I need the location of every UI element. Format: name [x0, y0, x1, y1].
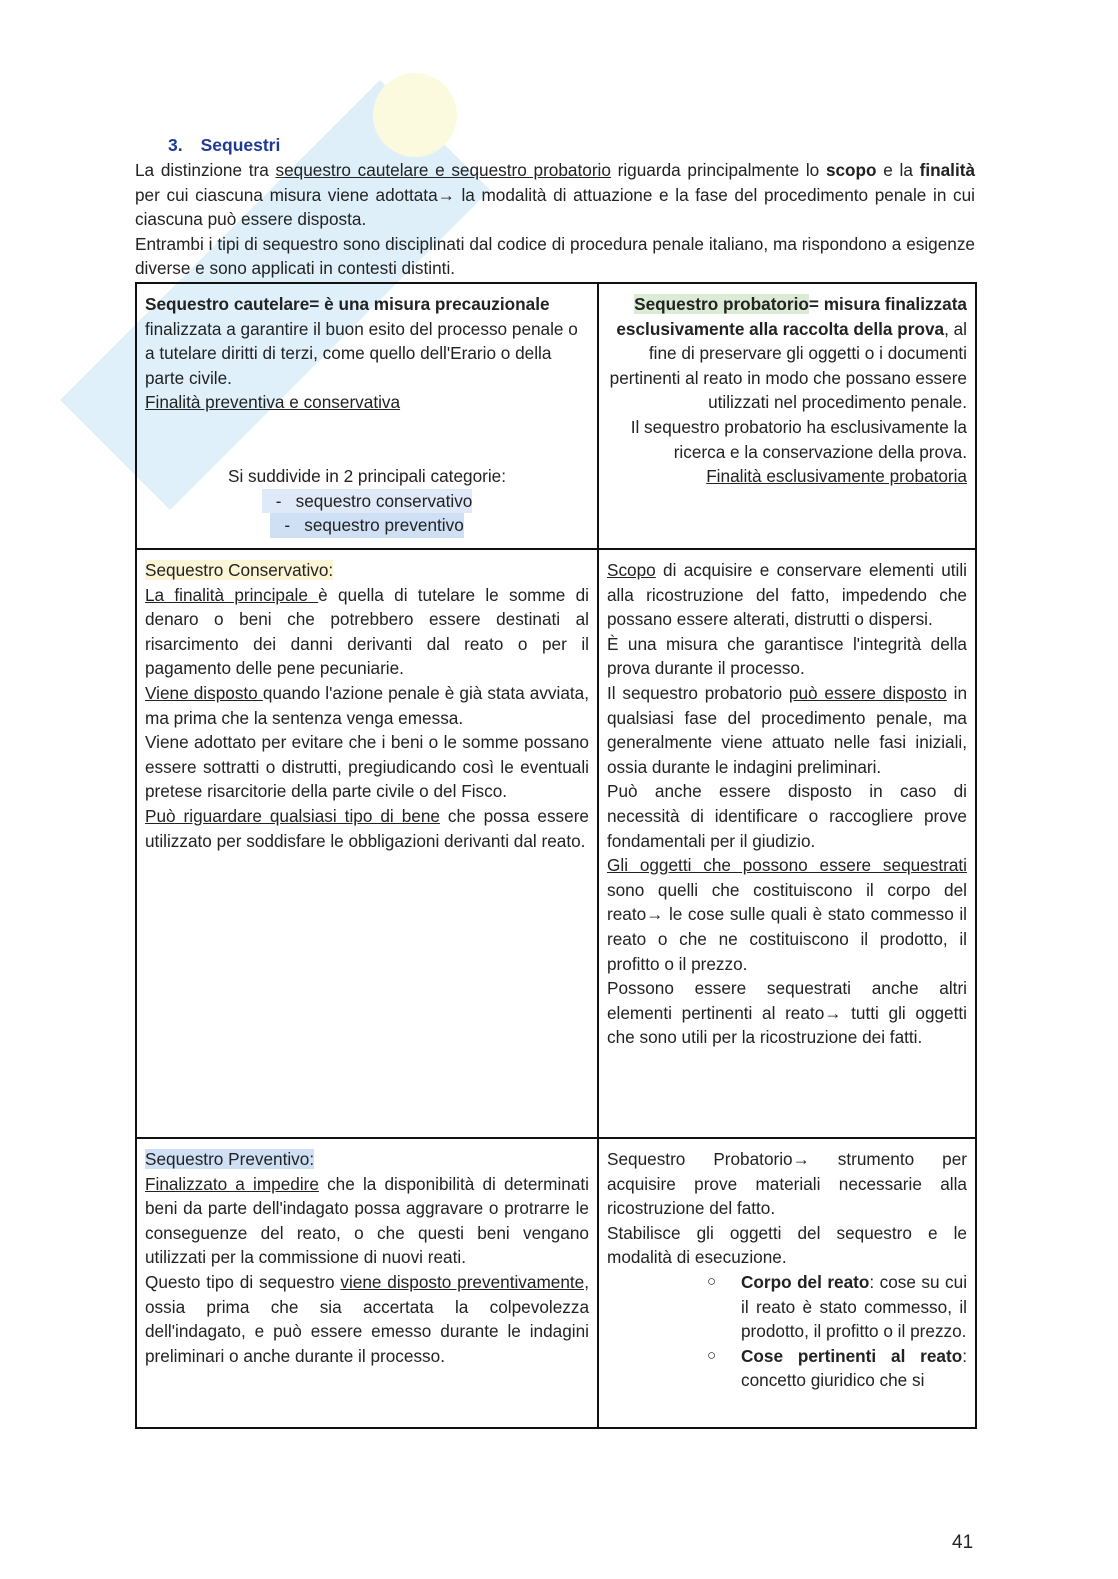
cell-probatorio-strumento: Sequestro Probatorio→ strumento per acquisire prove materiali necessarie alla ricostruzione del fatto. Stabilisce gli oggetti del sequestro e le modalità di esecuzione. ○ Corpo del reato: cose su cui il reato è stato commesso, il prodotto, il profitto o il prezzo. ○ Cose pertinenti al reato: concetto giuridico che si: [598, 1138, 976, 1428]
intro-paragraph-2: Entrambi i tipi di sequestro sono disciplinati dal codice di procedura penale italiano, ma rispondono a esigenze diverse e sono applicati in contesti distinti.: [135, 233, 975, 279]
page-number: 41: [952, 1532, 974, 1553]
table-row: [136, 283, 976, 549]
cell-sequestro-conservativo: Sequestro Conservativo: La finalità principale è quella di tutelare le somme di denaro o beni che potrebbero essere destinati al risarcimento dei danni derivanti dal reato o per il pagamento delle pene pecuniarie. Viene disposto quando l'azione penale è già stata avviata, ma prima che la sentenza venga emessa. Viene adottato per evitare che i beni o le somme possano essere sottratti o distrutti, pregiudicando così le eventuali pretese risarcitorie della parte civile o del Fisco. Può riguardare qualsiasi tipo di bene che possa essere utilizzato per soddisfare le obbligazioni derivanti dal reato.: [136, 549, 598, 1138]
finalita-cautelare: Finalità preventiva e conservativa: [145, 392, 401, 413]
category-item: - sequestro conservativo: [262, 489, 473, 514]
cell-sequestro-cautelare: Sequestro cautelare= è una misura precauzionale finalizzata a garantire il buon esito del processo penale o a tutelare diritti di terzi, come quello dell'Erario o della parte civile. Finalità preventiva e conservativa Si suddivide in 2 principali categorie: - sequestro conservativo - sequestro preventivo: [136, 283, 598, 549]
list-item: ○ Cose pertinenti al reato: concetto giuridico che si: [707, 1345, 967, 1391]
comparison-table: [135, 282, 977, 1429]
finalita-probatoria: Finalità esclusivamente probatoria: [706, 466, 967, 487]
cell-probatorio-dettagli: Scopo di acquisire e conservare elementi utili alla ricostruzione del fatto, impedendo che possano essere alterati, distrutti o dispersi. È una misura che garantisce l'integrità della prova durante il processo. Il sequestro probatorio può essere disposto in qualsiasi fase del procedimento penale, ma generalmente viene attuato nelle fasi iniziali, ossia durante le indagini preliminari. Può anche essere disposto in caso di necessità di identificare o raccogliere prove fondamentali per il giudizio. Gli oggetti che possono essere sequestrati sono quelli che costituiscono il corpo del reato→ le cose sulle quali è stato commesso il reato o che ne costituiscono il prodotto, il profitto o il prezzo. Possono essere sequestrati anche altri elementi pertinenti al reato→ tutti gli oggetti che sono utili per la ricostruzione dei fatti.: [598, 549, 976, 1138]
table-row: [136, 1138, 976, 1428]
intro-text: [135, 158, 975, 281]
table-row: [136, 549, 976, 1138]
heading-preventivo: Sequestro Preventivo:: [145, 1149, 315, 1169]
cell-sequestro-preventivo: Sequestro Preventivo: Finalizzato a impedire che la disponibilità di determinati beni da parte dell'indagato possa aggravare o protrarre le conseguenze del reato, o che questi beni vengano utilizzati per la commissione di nuovi reati. Questo tipo di sequestro viene disposto preventivamente, ossia prima che sia accertata la colpevolezza dell'indagato, e può essere emesso durante le indagini preliminari o anche durante il processo.: [136, 1138, 598, 1428]
section-title: 3. Sequestri: [168, 135, 281, 155]
cell-sequestro-probatorio: Sequestro probatorio= misura finalizzata esclusivamente alla raccolta della prova, al fine di preservare gli oggetti o i documenti pertinenti al reato in modo che possano essere utilizzati nel procedimento penale. Il sequestro probatorio ha esclusivamente la ricerca e la conservazione della prova. Finalità esclusivamente probatoria: [598, 283, 976, 549]
intro-paragraph-1: La distinzione tra sequestro cautelare e sequestro probatorio riguarda principalmente lo scopo e la finalità per cui ciascuna misura viene adottata→ la modalità di attuazione e la fase del procedimento penale in cui ciascuna può essere disposta.: [135, 160, 975, 230]
list-item: ○ Corpo del reato: cose su cui il reato è stato commesso, il prodotto, il profitto o il prezzo.: [707, 1271, 968, 1342]
bullet-list: [607, 1270, 967, 1393]
category-item: - sequestro preventivo: [270, 513, 464, 538]
heading-conservativo: Sequestro Conservativo:: [145, 560, 334, 580]
